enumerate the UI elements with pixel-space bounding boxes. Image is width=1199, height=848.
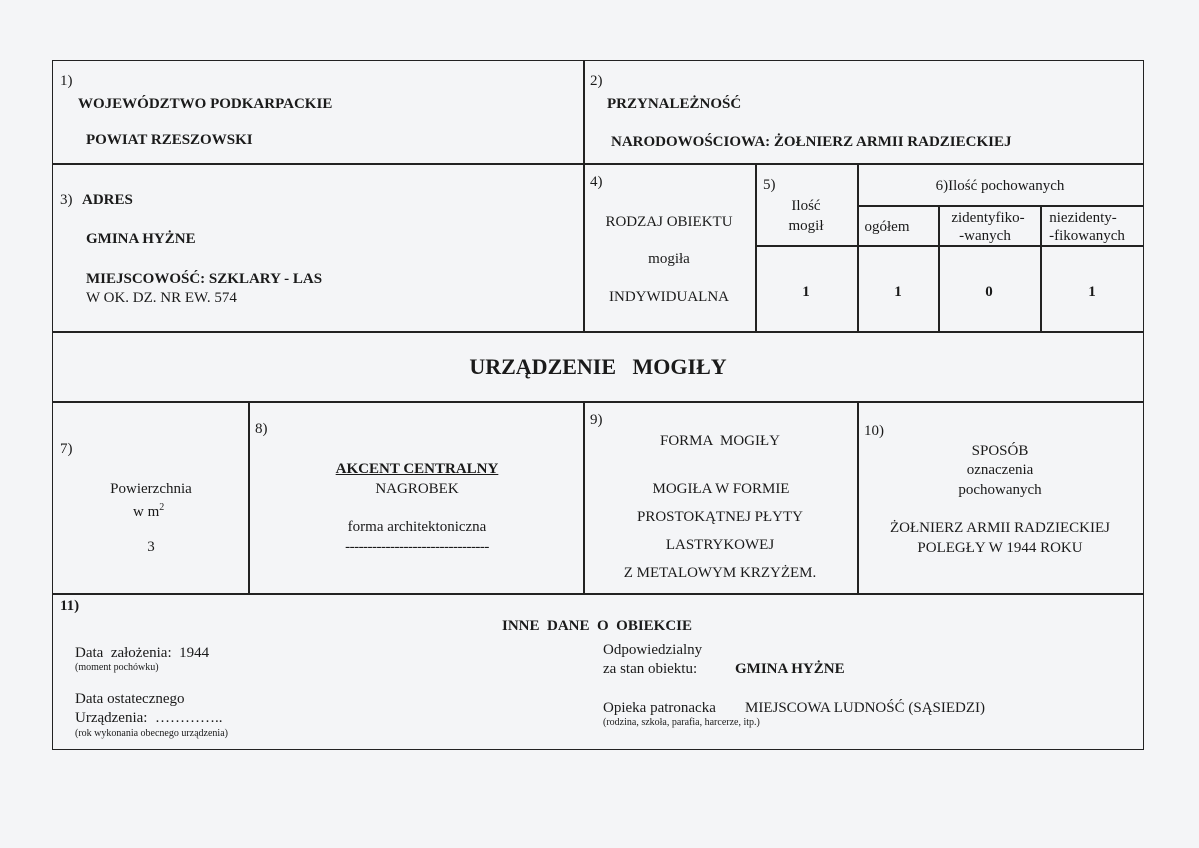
founded-date: Data założenia: 1944	[75, 645, 210, 661]
unidentified-label-1: niezidenty-	[1049, 210, 1117, 226]
final-arrangement-label-1: Data ostatecznego	[75, 691, 185, 707]
cell-11-number: 11)	[60, 598, 80, 614]
area-unit	[133, 499, 164, 521]
parcel-number: W OK. DZ. NR EW. 574	[86, 290, 237, 306]
voivodeship: WOJEWÓDZTWO PODKARPACKIE	[78, 96, 333, 112]
cell-7-box	[52, 401, 250, 595]
grave-form-line-4: Z METALOWYM KRZYŻEM.	[623, 565, 817, 581]
cell-10-number: 10)	[864, 423, 884, 439]
cell-7-number: 7)	[60, 441, 73, 457]
responsible-label-2: za stan obiektu:	[603, 661, 698, 677]
cell-2-number: 2)	[590, 73, 603, 89]
patronage-note: (rodzina, szkoła, parafia, harcerze, itp.)	[603, 717, 760, 728]
identified-label-2: -wanych	[959, 228, 1011, 244]
cell-5-number: 5)	[763, 177, 776, 193]
object-type-label: RODZAJ OBIEKTU	[605, 214, 733, 230]
commune: GMINA HYŻNE	[86, 231, 196, 247]
patronage-value: MIEJSCOWA LUDNOŚĆ (SĄSIEDZI)	[745, 700, 986, 716]
tombstone: NAGROBEK	[375, 481, 459, 497]
cell-6-divider-v2	[1040, 205, 1042, 333]
marking-label-1: SPOSÓB	[971, 443, 1029, 459]
other-data-title: INNE DANE O OBIEKCIE	[501, 618, 693, 634]
cell-6-divider-h2	[755, 245, 1144, 247]
section-title: URZĄDZENIE MOGIŁY	[469, 354, 727, 379]
grave-form-line-3: LASTRYKOWEJ	[665, 537, 775, 553]
cell-1-number: 1)	[60, 73, 73, 89]
address-label: ADRES	[82, 192, 133, 208]
responsible-label-1: Odpowiedzialny	[603, 642, 703, 658]
cell-4-number: 4)	[590, 174, 603, 190]
architectural-form-label: forma architektoniczna	[347, 519, 487, 535]
graves-count-value: 1	[802, 284, 810, 300]
object-type-kind: INDYWIDUALNA	[609, 289, 729, 305]
buried-total-value: 1	[894, 284, 902, 300]
cell-9-number: 9)	[590, 412, 603, 428]
architectural-form-value: --------------------------------	[345, 539, 489, 555]
buried-total-label: ogółem	[864, 219, 910, 235]
marking-label-2: oznaczenia	[966, 462, 1034, 478]
identified-value: 0	[985, 284, 993, 300]
cell-3-box	[52, 163, 585, 333]
graves-count-label-2: mogił	[788, 218, 824, 234]
patronage-label: Opieka patronacka	[603, 700, 716, 716]
central-accent: AKCENT CENTRALNY	[335, 461, 499, 477]
founded-note: (moment pochówku)	[75, 662, 159, 673]
buried-count-title: 6)Ilość pochowanych	[935, 178, 1065, 194]
area-unit-exponent: 2	[159, 502, 165, 513]
cell-4-box	[583, 163, 757, 333]
object-type-value: mogiła	[648, 251, 690, 267]
unidentified-value: 1	[1088, 284, 1096, 300]
unidentified-label-2: -fikowanych	[1049, 228, 1125, 244]
final-arrangement-label-2: Urządzenia: …………..	[75, 710, 223, 726]
locality: MIEJSCOWOŚĆ: SZKLARY - LAS	[86, 271, 323, 287]
responsible-value: GMINA HYŻNE	[735, 661, 845, 677]
graves-count-label-1: Ilość	[791, 198, 821, 214]
nationality-value: NARODOWOŚCIOWA: ŻOŁNIERZ ARMII RADZIECKIEJ	[611, 134, 1012, 150]
cell-6-divider-h1	[857, 205, 1144, 207]
area-value: 3	[147, 539, 155, 555]
marking-label-3: pochowanych	[958, 482, 1042, 498]
marking-value-2: POLEGŁY W 1944 ROKU	[917, 540, 1083, 556]
area-unit-text: w m	[133, 504, 160, 520]
final-arrangement-note: (rok wykonania obecnego urządzenia)	[75, 728, 228, 739]
area-label: Powierzchnia	[110, 481, 192, 497]
affiliation-label: PRZYNALEŻNOŚĆ	[607, 96, 742, 112]
identified-label-1: zidentyfiko-	[951, 210, 1025, 226]
county: POWIAT RZESZOWSKI	[86, 132, 253, 148]
marking-value-1: ŻOŁNIERZ ARMII RADZIECKIEJ	[890, 520, 1110, 536]
cell-6-divider-v1	[938, 205, 940, 333]
grave-form-line-1: MOGIŁA W FORMIE	[652, 481, 790, 497]
cell-8-box	[248, 401, 585, 595]
grave-form-line-2: PROSTOKĄTNEJ PŁYTY	[637, 509, 803, 525]
cell-3-number: 3)	[60, 192, 73, 208]
grave-form-label: FORMA MOGIŁY	[659, 433, 781, 449]
cell-8-number: 8)	[255, 421, 268, 437]
